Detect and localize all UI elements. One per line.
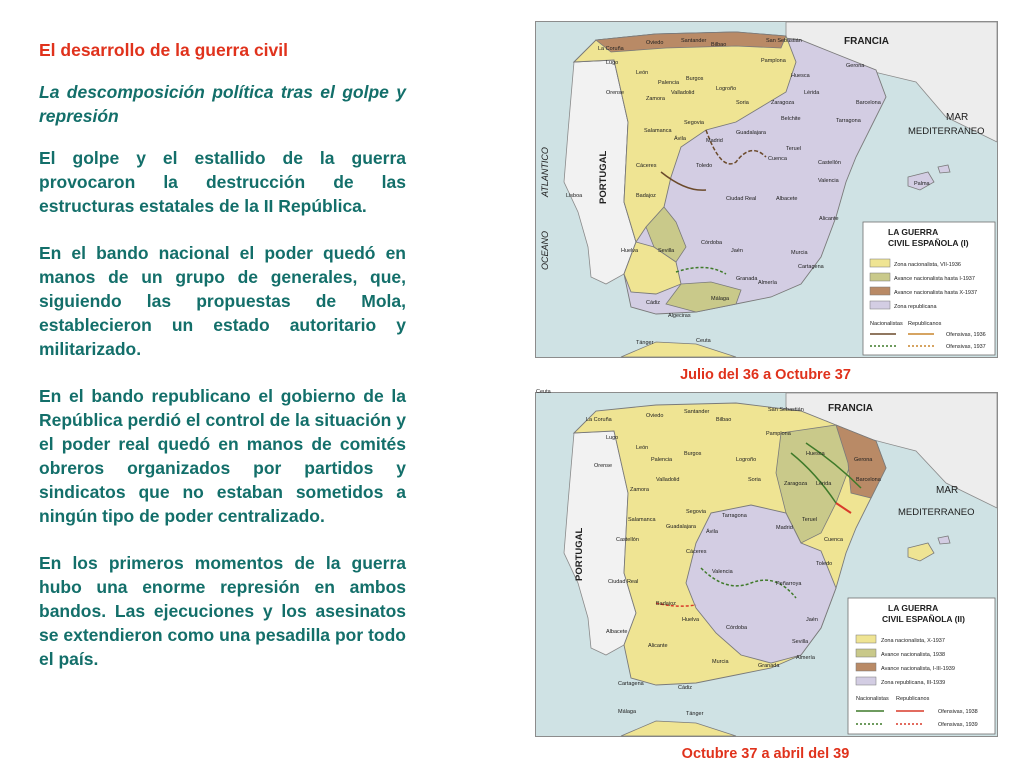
map-1-city-label: Belchite bbox=[781, 116, 801, 122]
paragraph-3: En el bando republicano el gobierno de la República perdió el control de la situación y el poder real quedó en manos de comités obreros organizados por partidos y sindicatos que no estaban sometidos a ningún tipo de poder centralizado. bbox=[39, 386, 406, 526]
legend-1-col-nat: Nacionalistas bbox=[870, 321, 903, 327]
map-1-city-label: Tánger bbox=[636, 340, 654, 346]
map-2-city-label: Palencia bbox=[651, 457, 673, 463]
label-portugal-2: PORTUGAL bbox=[574, 527, 585, 581]
map-1-city-label: Castellón bbox=[818, 160, 841, 166]
map-2-city-label: Ciudad Real bbox=[608, 579, 639, 585]
map-1-city-label: Albacete bbox=[776, 196, 798, 202]
map-1-city-label: Jaén bbox=[731, 248, 743, 254]
map-1-city-label: Logroño bbox=[716, 86, 737, 92]
map-1-city-label: Guadalajara bbox=[736, 130, 766, 136]
map-1-city-label: Tarragona bbox=[836, 118, 861, 124]
slide-text-column bbox=[39, 38, 406, 694]
map-1-city-label: Palencia bbox=[658, 80, 680, 86]
map-1-city-label: Almería bbox=[758, 280, 777, 286]
legend-1-item-1: Zona nacionalista, VII-1936 bbox=[894, 262, 961, 268]
map-2-city-label: Teruel bbox=[802, 517, 817, 523]
map-2-city-label: Orense bbox=[594, 463, 613, 469]
map-1-city-label: Segovia bbox=[684, 120, 704, 126]
map-1-city-label: Gerona bbox=[846, 63, 865, 69]
label-ocean1: OCEANO bbox=[540, 230, 550, 270]
map-1-city-label: Cartagena bbox=[798, 264, 824, 270]
map-1-city-label: Cádiz bbox=[646, 300, 661, 306]
map-2-city-label: Almería bbox=[796, 655, 815, 661]
legend-2-offensive-1: Ofensivas, 1938 bbox=[938, 709, 978, 715]
map-2-city-label: Peñarroya bbox=[776, 581, 802, 587]
map-2-city-label: Málaga bbox=[618, 709, 637, 715]
paragraph-4: En los primeros momentos de la guerra hubo una enorme represión en ambos bandos. Las ejecuciones y los asesinatos se extendieron como una pesadilla por todo el país. bbox=[39, 553, 406, 669]
map-2-city-label: Tarragona bbox=[722, 513, 747, 519]
legend-2-item-2: Avance nacionalista, 1938 bbox=[881, 652, 946, 658]
legend-1-col-rep: Republicanos bbox=[908, 321, 942, 327]
map-1-city-label: Córdoba bbox=[701, 240, 723, 246]
map-2-city-label: Alicante bbox=[648, 643, 668, 649]
map-2-city-label: Castellón bbox=[616, 537, 639, 543]
map-1-city-label: Barcelona bbox=[856, 100, 881, 106]
map-1-city-label: Orense bbox=[606, 90, 625, 96]
map-2-city-label: Badajoz bbox=[656, 601, 676, 607]
legend-1-item-3: Avance nacionalista hasta X-1937 bbox=[894, 290, 978, 296]
map-2-city-label: Córdoba bbox=[726, 625, 748, 631]
label-sea2: MEDITERRANEO bbox=[908, 126, 985, 137]
map-2-city-label: Valladolid bbox=[656, 477, 680, 483]
map-1-city-label: Burgos bbox=[686, 76, 704, 82]
map-2-city-label: Gerona bbox=[854, 457, 873, 463]
map-civil-war-1-graphic bbox=[536, 22, 997, 357]
map-1-city-label: Valencia bbox=[818, 178, 839, 184]
map-civil-war-2-graphic bbox=[536, 389, 997, 736]
map-2-city-label: Ceuta bbox=[536, 389, 551, 395]
label-ocean2: ATLANTICO bbox=[540, 147, 550, 197]
map-2-caption: Octubre 37 a abril del 39 bbox=[681, 746, 850, 762]
label-sea1: MAR bbox=[946, 112, 969, 123]
map-1-city-label: Granada bbox=[736, 276, 758, 282]
map-2-city-label: Huesca bbox=[806, 451, 825, 457]
paragraph-1: El golpe y el estallido de la guerra provocaron la destrucción de las estructuras estatales de la II República. bbox=[39, 148, 406, 216]
map-1-city-label: Huesca bbox=[791, 73, 810, 79]
label-france-2: FRANCIA bbox=[828, 403, 873, 414]
map-1-city-label: Ciudad Real bbox=[726, 196, 757, 202]
map-1-city-label: Alicante bbox=[819, 216, 839, 222]
legend-2-offensive-2: Ofensivas, 1939 bbox=[938, 722, 978, 728]
map-1-city-label: Huelva bbox=[621, 248, 639, 254]
map-2-city-label: Segovia bbox=[686, 509, 706, 515]
map-1-city-label: Pamplona bbox=[761, 58, 786, 64]
paragraph-2: En el bando nacional el poder quedó en manos de un grupo de generales, que, siguiendo las propuestas de Mola, establecieron un estado autoritario y militarizado. bbox=[39, 243, 406, 359]
legend-1-item-4: Zona republicana bbox=[894, 304, 937, 310]
map-1-city-label: Lisboa bbox=[566, 193, 583, 199]
map-2-city-label: Sevilla bbox=[792, 639, 809, 645]
map-2-city-label: Huelva bbox=[682, 617, 700, 623]
map-2-city-label: Toledo bbox=[816, 561, 833, 567]
map-1-city-label: Madrid bbox=[706, 138, 723, 144]
label-france: FRANCIA bbox=[844, 36, 889, 47]
map-2-city-label: Barcelona bbox=[856, 477, 881, 483]
map-2-city-label: Cádiz bbox=[678, 685, 693, 691]
map-1-city-label: Badajoz bbox=[636, 193, 656, 199]
map-1-city-label: Salamanca bbox=[644, 128, 672, 134]
map-1-city-label: La Coruña bbox=[598, 46, 624, 52]
map-1-city-label: Málaga bbox=[711, 296, 730, 302]
map-1-city-label: Palma bbox=[914, 181, 930, 187]
legend-2-col-nat: Nacionalistas bbox=[856, 696, 889, 702]
map-1-city-label: Ávila bbox=[674, 136, 686, 142]
map-1-caption: Julio del 36 a Octubre 37 bbox=[680, 367, 851, 383]
map-1-city-label: Santander bbox=[681, 38, 707, 44]
map-1-city-label: San Sebastián bbox=[766, 38, 802, 44]
map-civil-war-1 bbox=[535, 21, 998, 358]
legend-1-item-2: Avance nacionalista hasta I-1937 bbox=[894, 276, 975, 282]
map-1-city-label: León bbox=[636, 70, 649, 76]
map-1-city-label: Soria bbox=[736, 100, 749, 106]
map-2-city-label: Burgos bbox=[684, 451, 702, 457]
map-2-city-label: León bbox=[636, 445, 649, 451]
legend-2-item-4: Zona republicana, III-1939 bbox=[881, 680, 946, 686]
map-1-city-label: Cáceres bbox=[636, 163, 657, 169]
map-2-city-label: Albacete bbox=[606, 629, 628, 635]
map-1-city-label: Toledo bbox=[696, 163, 713, 169]
map-2-city-label: Cuenca bbox=[824, 537, 843, 543]
map-1-city-label: Sevilla bbox=[658, 248, 675, 254]
legend-2-title-line1: LA GUERRA bbox=[888, 603, 939, 613]
legend-1-offensive-2: Ofensivas, 1937 bbox=[946, 344, 986, 350]
map-1-city-label: Cuenca bbox=[768, 156, 787, 162]
map-2-city-label: Madrid bbox=[776, 525, 793, 531]
legend-2-title-line2: CIVIL ESPAÑOLA (II) bbox=[882, 614, 965, 624]
legend-1-title-line1: LA GUERRA bbox=[888, 227, 939, 237]
map-2-city-label: Tánger bbox=[686, 711, 704, 717]
map-2-city-label: Cartagena bbox=[618, 681, 644, 687]
map-2-city-label: Oviedo bbox=[646, 413, 664, 419]
map-1-city-label: Bilbao bbox=[711, 42, 727, 48]
map-civil-war-2 bbox=[535, 389, 998, 737]
map-2-city-label: Granada bbox=[758, 663, 780, 669]
map-1-city-label: Murcia bbox=[791, 250, 808, 256]
map-1-city-label: Ceuta bbox=[696, 338, 711, 344]
map-2-city-label: Santander bbox=[684, 409, 710, 415]
map-2-city-label: Lérida bbox=[816, 481, 832, 487]
map-2-city-label: San Sebastián bbox=[768, 407, 804, 413]
legend-2-item-3: Avance nacionalista, I-III-1939 bbox=[881, 666, 955, 672]
map-1-city-label: Zaragoza bbox=[771, 100, 795, 106]
map-2-city-label: Murcia bbox=[712, 659, 729, 665]
map-1-city-label: Lugo bbox=[606, 60, 619, 66]
map-1-city-label: Teruel bbox=[786, 146, 801, 152]
map-2-legend bbox=[848, 598, 995, 734]
map-2-city-label: Ávila bbox=[706, 529, 718, 535]
label-sea1-2: MAR bbox=[936, 485, 959, 496]
map-2-city-label: Jaén bbox=[806, 617, 818, 623]
legend-1-offensive-1: Ofensivas, 1936 bbox=[946, 332, 986, 338]
label-sea2-2: MEDITERRANEO bbox=[898, 507, 975, 518]
map-1-legend bbox=[863, 222, 995, 355]
map-2-city-label: Lugo bbox=[606, 435, 619, 441]
map-2-city-label: Zamora bbox=[630, 487, 649, 493]
label-portugal: PORTUGAL bbox=[598, 150, 609, 204]
map-2-city-label: Valencia bbox=[712, 569, 733, 575]
map-2-city-label: Bilbao bbox=[716, 417, 732, 423]
legend-2-item-1: Zona nacionalista, X-1937 bbox=[881, 638, 945, 644]
legend-2-col-rep: Republicanos bbox=[896, 696, 930, 702]
map-2-city-label: Soria bbox=[748, 477, 761, 483]
map-1-city-label: Zamora bbox=[646, 96, 665, 102]
legend-1-title-line2: CIVIL ESPAÑOLA (I) bbox=[888, 238, 969, 248]
map-1-city-label: Lérida bbox=[804, 90, 820, 96]
map-2-city-label: Cáceres bbox=[686, 549, 707, 555]
map-1-city-label: Algeciras bbox=[668, 313, 691, 319]
slide-title: El desarrollo de la guerra civil bbox=[39, 40, 288, 60]
map-1-city-label: Oviedo bbox=[646, 40, 664, 46]
map-2-city-label: La Coruña bbox=[586, 417, 612, 423]
slide-subtitle: La descomposición política tras el golpe y represión bbox=[39, 82, 406, 126]
map-2-city-label: Zaragoza bbox=[784, 481, 808, 487]
map-2-city-label: Pamplona bbox=[766, 431, 791, 437]
map-1-city-label: Valladolid bbox=[671, 90, 695, 96]
map-2-city-label: Guadalajara bbox=[666, 524, 696, 530]
map-2-city-label: Logroño bbox=[736, 457, 757, 463]
map-2-city-label: Salamanca bbox=[628, 517, 656, 523]
